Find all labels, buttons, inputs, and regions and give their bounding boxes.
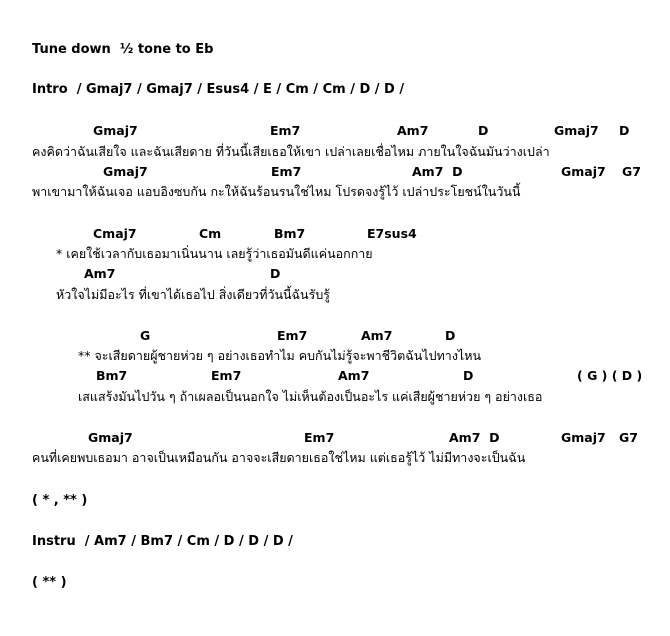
chord: Em7 bbox=[304, 430, 335, 445]
chord: Gmaj7 bbox=[88, 430, 133, 445]
chord: Am7 bbox=[338, 368, 370, 383]
chord: G7 bbox=[622, 164, 641, 179]
chord: Am7 bbox=[397, 123, 429, 138]
lyric-line: เสแสร้งมันไปวัน ๆ ถ้าเผลอเป็นนอกใจ ไม่เห็นต้องเป็นอะไร แค่เสียผู้ชายห่วย ๆ อย่างเธอ bbox=[78, 389, 543, 404]
lyric-line: พาเขามาให้ฉันเจอ แอบอิงซบกัน กะให้ฉันร้อนรนใช่ไหม โปรดจงรู้ไว้ เปล่าประโยชน์ในวันนี้ bbox=[32, 184, 521, 199]
chord: Em7 bbox=[277, 328, 308, 343]
lyric-line: * เคยใช้เวลากับเธอมาเนิ่นนาน เลยรู้ว่าเธอมันดีแค่นอกกาย bbox=[56, 246, 373, 261]
chord: Em7 bbox=[271, 164, 302, 179]
chord: D bbox=[619, 123, 630, 138]
intro-progression: Intro / Gmaj7 / Gmaj7 / Esus4 / E / Cm / Cm / D / D / bbox=[32, 82, 405, 97]
chord: Am7 D bbox=[449, 430, 500, 445]
chord: Cmaj7 bbox=[93, 226, 137, 241]
chord: ( G ) ( D ) bbox=[577, 368, 643, 383]
chord: Gmaj7 bbox=[561, 430, 606, 445]
chord: D bbox=[270, 266, 281, 281]
instrumental-progression: Instru / Am7 / Bm7 / Cm / D / D / D / bbox=[32, 534, 293, 549]
repeat-marker: ( ** ) bbox=[32, 575, 67, 590]
chord: Gmaj7 bbox=[554, 123, 599, 138]
chord: Am7 D bbox=[412, 164, 463, 179]
chord: G bbox=[140, 328, 151, 343]
chord: D bbox=[478, 123, 489, 138]
chord: Am7 bbox=[361, 328, 393, 343]
chord: Bm7 bbox=[96, 368, 128, 383]
chord: Gmaj7 bbox=[103, 164, 148, 179]
lyric-line: ** จะเสียดายผู้ชายห่วย ๆ อย่างเธอทำไม คบกันไม่รู้จะพาชีวิตฉันไปทางไหน bbox=[78, 348, 481, 363]
chord: Cm bbox=[199, 226, 222, 241]
repeat-marker: ( * , ** ) bbox=[32, 493, 88, 508]
chord: D bbox=[445, 328, 456, 343]
lyric-line: หัวใจไม่มีอะไร ที่เขาได้เธอไป สิ่งเดียวที่วันนี้ฉันรับรู้ bbox=[56, 287, 330, 302]
chord: Am7 bbox=[84, 266, 116, 281]
chord: G7 bbox=[619, 430, 638, 445]
chord: Em7 bbox=[211, 368, 242, 383]
lyric-line: คงคิดว่าฉันเสียใจ และฉันเสียดาย ที่วันนี้เสียเธอให้เขา เปล่าเลยเชื่อไหม ภายในใจฉันมันว่างเปล่า bbox=[32, 144, 550, 159]
chord: Em7 bbox=[270, 123, 301, 138]
chord: Gmaj7 bbox=[561, 164, 606, 179]
chord: Gmaj7 bbox=[93, 123, 138, 138]
chord: E7sus4 bbox=[367, 226, 417, 241]
lyric-line: คนที่เคยพบเธอมา อาจเป็นเหมือนกัน อาจจะเสียดายเธอใช่ไหม แต่เธอรู้ไว้ ไม่มีทางจะเป็นฉัน bbox=[32, 450, 526, 465]
chord: Bm7 bbox=[274, 226, 306, 241]
chord: D bbox=[463, 368, 474, 383]
tuning-note: Tune down ½ tone to Eb bbox=[32, 42, 214, 57]
